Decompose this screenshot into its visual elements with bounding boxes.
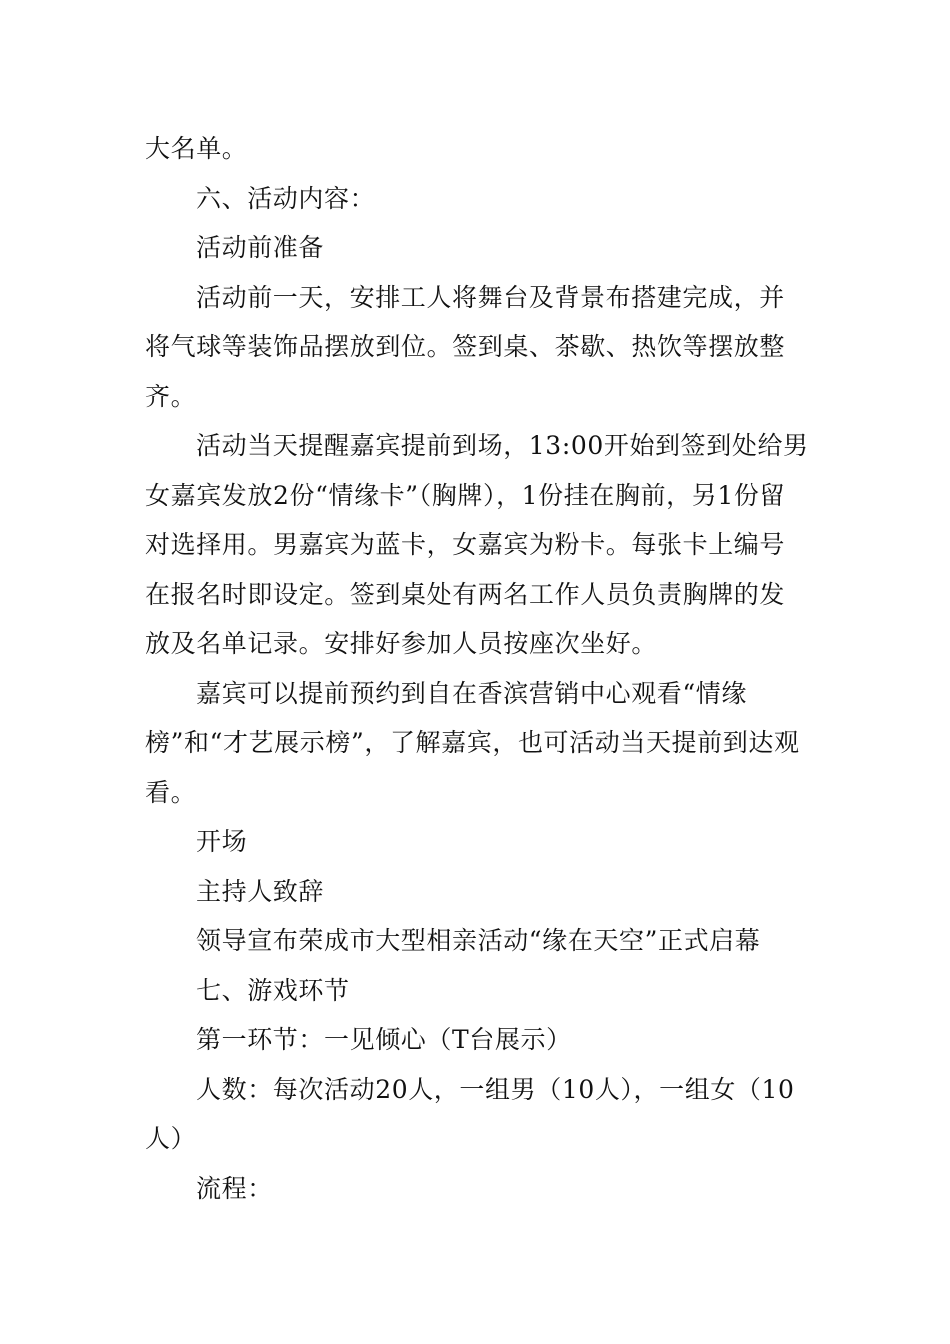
paragraph-continuation: 大名单。 [145,134,248,163]
paragraph-participants: 人数：每次活动20人，一组男（10人），一组女（10人） [145,1074,795,1153]
paragraph-checkin: 活动当天提醒嘉宾提前到场，13:00开始到签到处给男女嘉宾发放2份“情缘卡”（胸牌），1份挂在胸前，另1份留对选择用。男嘉宾为蓝卡，女嘉宾为粉卡。每张卡上编号在报名时即设定。签到桌处有两名工作人员负责胸牌的发放及名单记录。安排好参加人员按座次坐好。 [145,431,809,658]
item-leader-announcement: 领导宣布荣成市大型相亲活动“缘在天空”正式启幕 [196,926,761,955]
subheading-first-round: 第一环节：一见倾心（T台展示） [196,1025,572,1054]
section-heading-games: 七、游戏环节 [196,975,350,1005]
paragraph-preview: 嘉宾可以提前预约到自在香滨营销中心观看“情缘榜”和“才艺展示榜”，了解嘉宾，也可活动当天提前到达观看。 [145,678,800,807]
subheading-preparation: 活动前准备 [196,233,325,262]
subheading-opening: 开场 [196,827,248,856]
document-body [145,124,810,1213]
item-host-speech: 主持人致辞 [196,876,325,906]
paragraph-setup: 活动前一天，安排工人将舞台及背景布搭建完成，并将气球等装饰品摆放到位。签到桌、茶歇、热饮等摆放整齐。 [145,282,786,411]
section-heading-activity-content: 六、活动内容： [196,183,376,213]
subheading-process: 流程： [196,1173,273,1203]
